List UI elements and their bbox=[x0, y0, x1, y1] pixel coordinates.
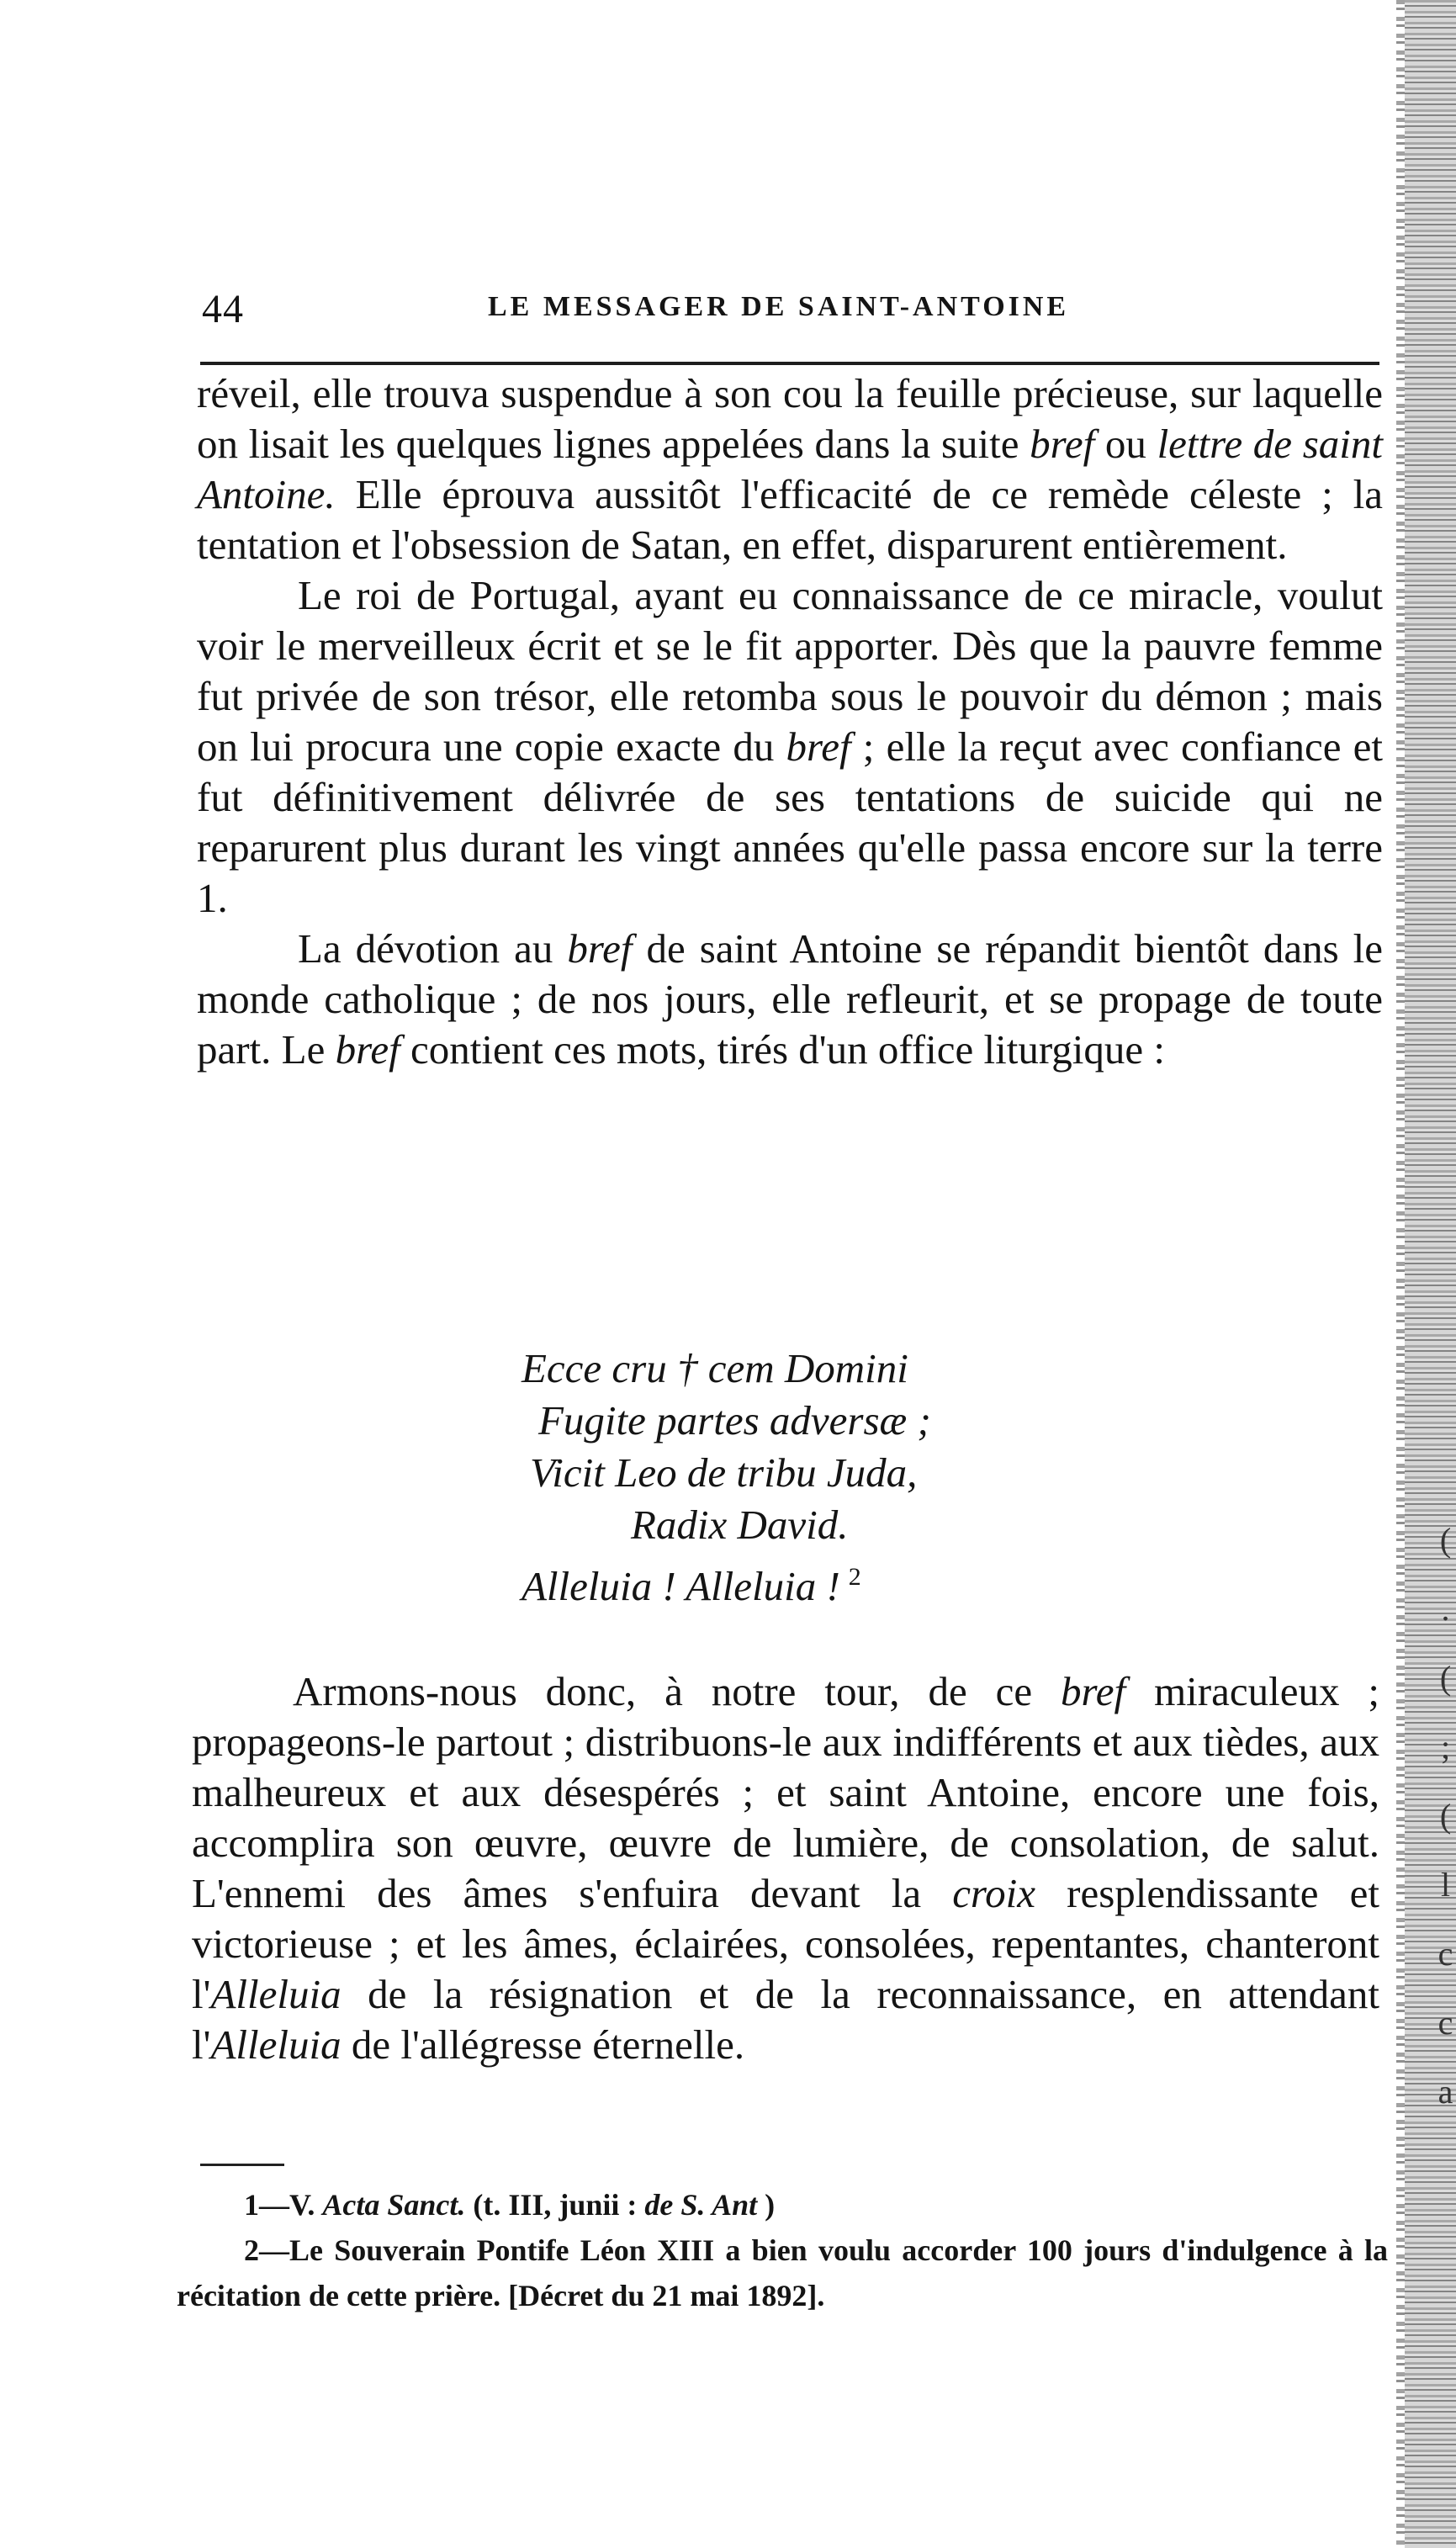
verse-line: Ecce cru † cem Domini bbox=[522, 1345, 908, 1391]
margin-fragment: a bbox=[1437, 2073, 1453, 2111]
paragraph-1 bbox=[197, 368, 1383, 570]
margin-fragment: l bbox=[1440, 1866, 1451, 1904]
paragraph-2 bbox=[197, 570, 1383, 924]
text-run: Armons-nous donc, à notre tour, de ce bbox=[293, 1668, 1062, 1714]
margin-fragment: c bbox=[1437, 2004, 1453, 2042]
main-text bbox=[197, 368, 1383, 1075]
footnote-rule bbox=[200, 2164, 284, 2166]
italic-run: bref bbox=[567, 925, 633, 972]
footnote-ref: 2 bbox=[848, 1563, 861, 1591]
italic-run: Acta Sanct. bbox=[322, 2188, 466, 2222]
margin-fragment: ( bbox=[1439, 1659, 1452, 1697]
text-run: de saint Antoine se répandit bientôt dans le monde catholique ; de nos jours, elle refleurit, et se propage de toute part. Le bbox=[197, 925, 1383, 1073]
margin-fragment: . bbox=[1441, 1590, 1450, 1628]
binding-line bbox=[1396, 0, 1405, 2548]
page-number: 44 bbox=[202, 287, 244, 331]
text-run: de l'allégresse éternelle. bbox=[341, 2021, 745, 2068]
text-run: contient ces mots, tirés d'un office liturgique : bbox=[400, 1026, 1165, 1073]
italic-run: bref bbox=[1030, 421, 1095, 467]
text-run: Elle éprouva aussitôt l'efficacité de ce remède céleste ; la tentation et l'obsession de Satan, en effet, disparurent entièrement. bbox=[197, 471, 1383, 568]
text-run: (t. III, junii : bbox=[465, 2188, 645, 2222]
italic-run: bref bbox=[1061, 1668, 1126, 1714]
text-run: 1—V. bbox=[244, 2188, 323, 2222]
margin-fragment: ( bbox=[1439, 1521, 1452, 1559]
verse-line: Vicit Leo de tribu Juda, bbox=[530, 1449, 918, 1496]
italic-run: Alleluia bbox=[210, 1971, 341, 2017]
latin-verse bbox=[505, 1343, 1262, 1613]
margin-fragment: c bbox=[1437, 1935, 1453, 1973]
text-run: ou bbox=[1094, 421, 1157, 467]
text-run: Le roi de Portugal, ayant eu connaissance de ce miracle, voulut voir le merveilleux écrit et se le fit apporter. Dès que la pauvre femme fut privée de son trésor, elle retomba sous le pouvoir du démon ; mais on lui procura une copie exacte du bbox=[197, 572, 1383, 770]
italic-run: Alleluia bbox=[210, 2021, 341, 2068]
footnote-2: 2—Le Souverain Pontife Léon XIII a bien voulu accorder 100 jours d'indulgence à la récitation de cette prière. [Décret du 21 mai 1892]. bbox=[177, 2233, 1388, 2312]
text-run: ) bbox=[757, 2188, 776, 2222]
italic-run: de S. Ant bbox=[644, 2188, 758, 2222]
footnote-1 bbox=[177, 2182, 1388, 2228]
page-header bbox=[202, 278, 1379, 345]
main-text-continued bbox=[192, 1625, 1379, 2111]
text-run: resplendissante et victorieuse ; et les âmes, éclairées, consolées, repentantes, chanteront l' bbox=[192, 1870, 1379, 2017]
verse-line: Radix David. bbox=[631, 1502, 849, 1548]
text-run: de la résignation et de la reconnaissance, en attendant l' bbox=[192, 1971, 1379, 2068]
paragraph-4 bbox=[192, 1666, 1379, 2070]
header-rule bbox=[200, 362, 1379, 365]
margin-fragments bbox=[1435, 1506, 1456, 2127]
verse-line: Fugite partes adversæ ; bbox=[538, 1397, 931, 1444]
paragraph-3 bbox=[197, 924, 1383, 1075]
text-run: ; elle la reçut avec confiance et fut définitivement délivrée de ses tentations de suicide qui ne reparurent plus durant les vingt années qu'elle passa encore sur la terre 1. bbox=[197, 723, 1383, 921]
text-run: réveil, elle trouva suspendue à son cou la feuille précieuse, sur laquelle on lisait les quelques lignes appelées dans la suite bbox=[197, 370, 1383, 467]
italic-run: croix bbox=[952, 1870, 1036, 1916]
page-edge-scan bbox=[1405, 0, 1456, 2548]
text-run: miraculeux ; propageons-le partout ; distribuons-le aux indifférents et aux tièdes, aux malheureux et aux désespérés ; et saint Antoine, encore une fois, accomplira son œuvre, œuvre de lumière, de consolation, de salut. L'ennemi des âmes s'enfuira devant la bbox=[192, 1668, 1379, 1916]
italic-run: lettre de saint Antoine. bbox=[197, 421, 1383, 517]
margin-fragment: ( bbox=[1439, 1797, 1452, 1835]
italic-run: bref bbox=[786, 723, 851, 770]
running-title: LE MESSAGER DE SAINT-ANTOINE bbox=[488, 291, 1070, 322]
text-run: La dévotion au bbox=[298, 925, 568, 972]
italic-run: bref bbox=[335, 1026, 400, 1073]
verse-line-text: Alleluia ! Alleluia ! bbox=[522, 1563, 840, 1609]
margin-fragment: ; bbox=[1440, 1728, 1451, 1766]
verse-line bbox=[505, 1551, 1262, 1613]
footnotes bbox=[177, 2182, 1388, 2318]
